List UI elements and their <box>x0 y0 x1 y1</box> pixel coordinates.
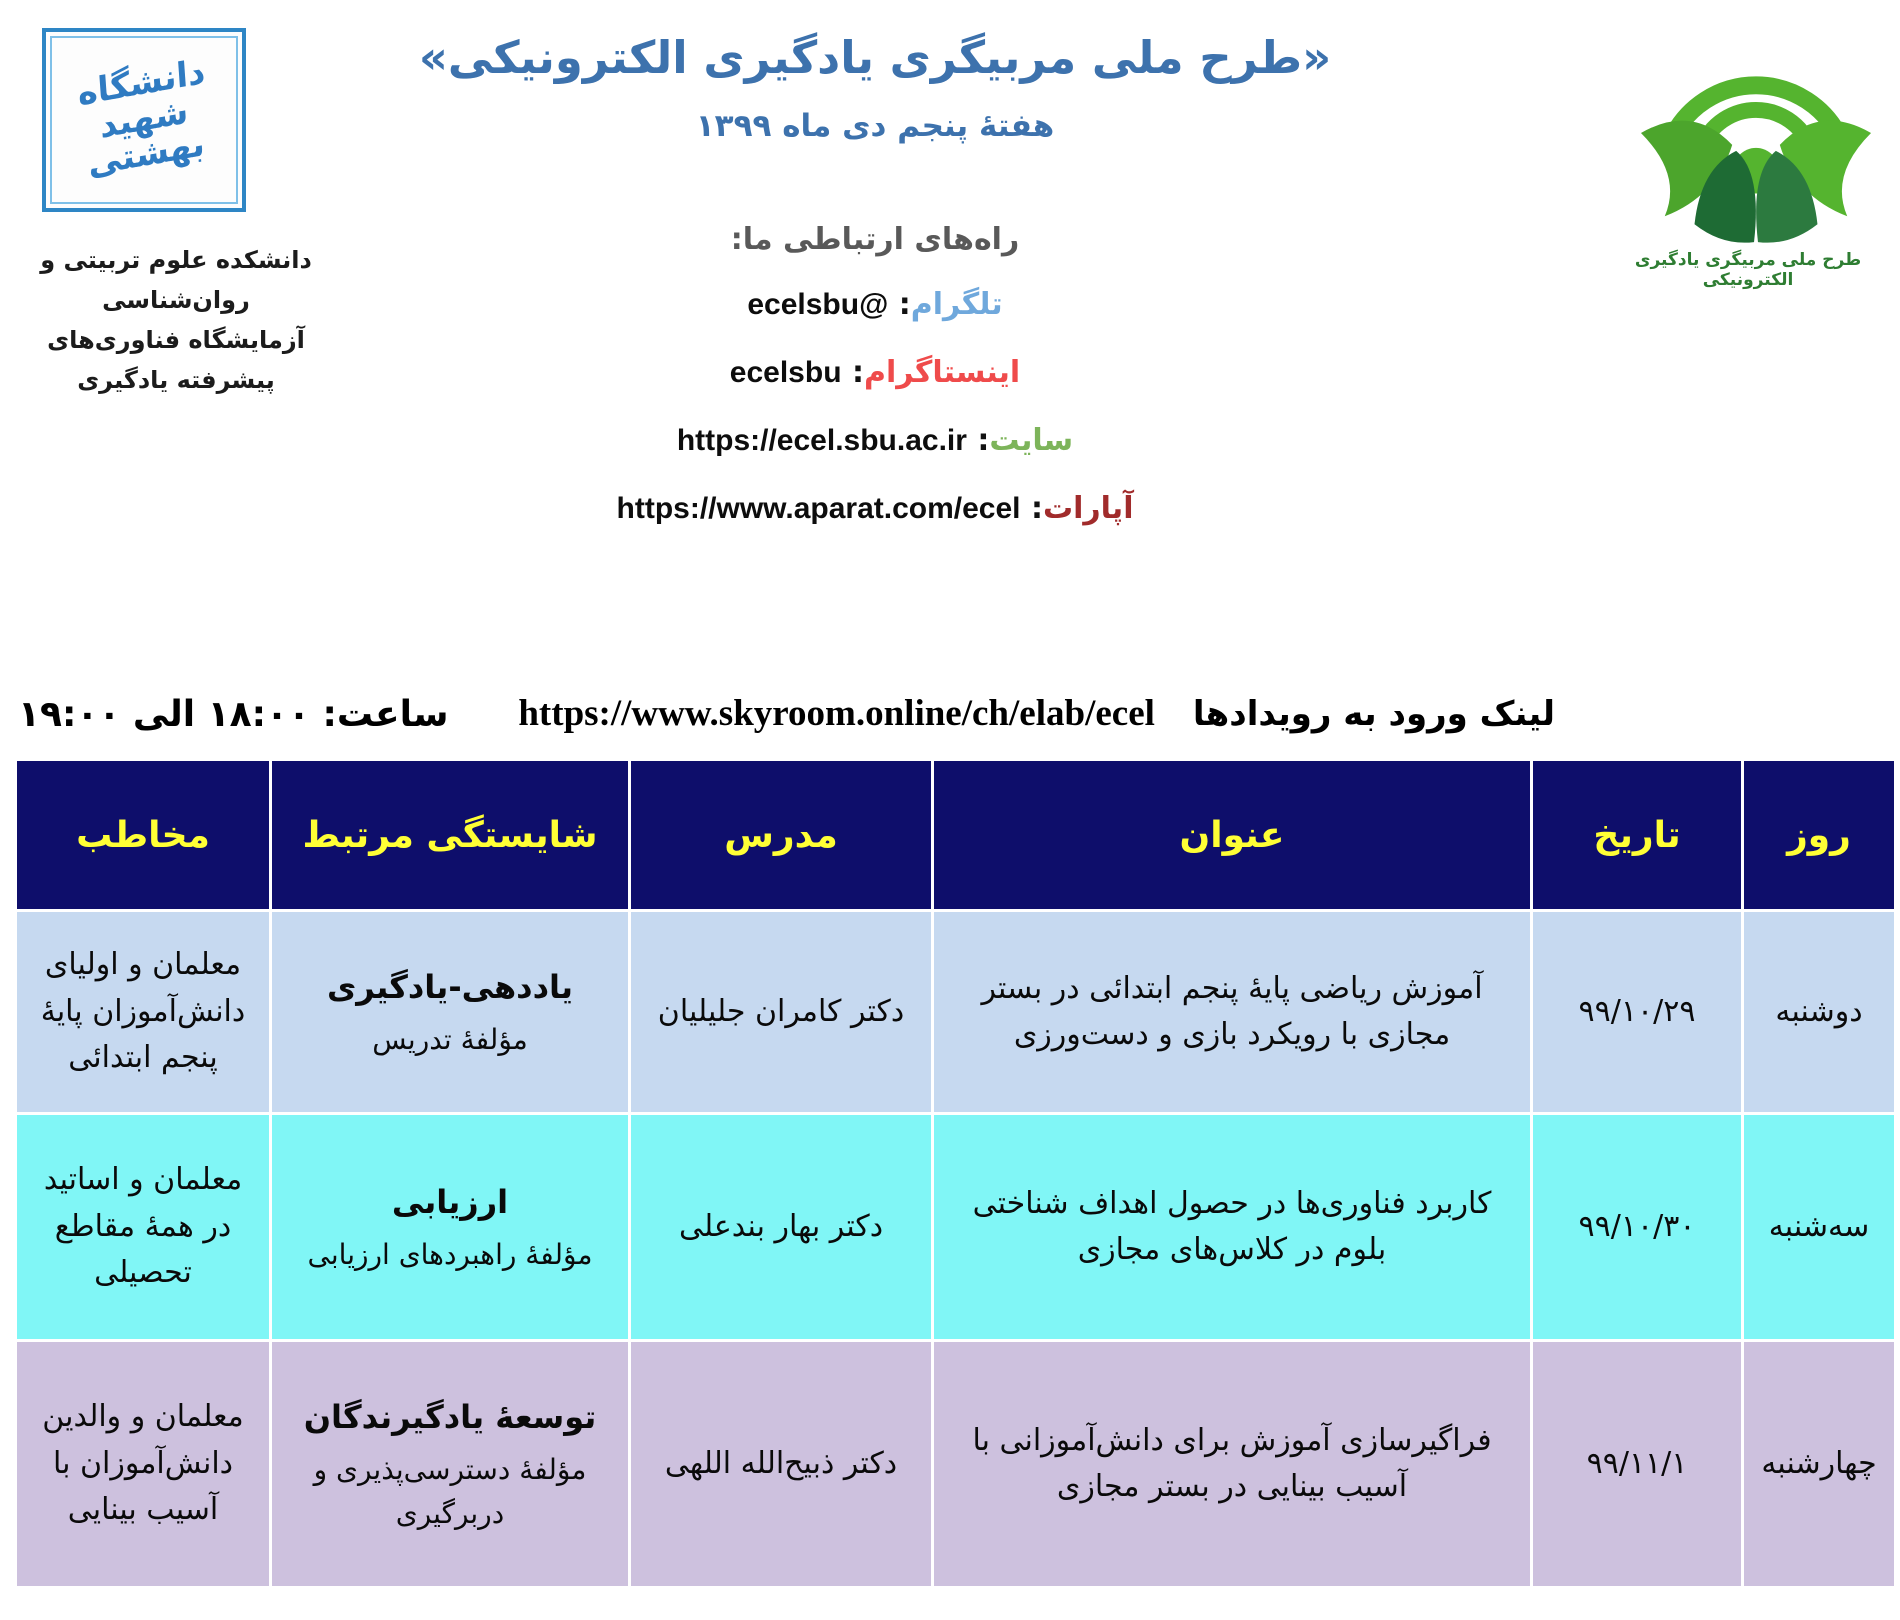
competency-main: توسعۀ یادگیرندگان <box>303 1397 597 1436</box>
contact-aparat: آپارات: https://www.aparat.com/ecel <box>616 491 1134 527</box>
faculty-caption <box>6 240 346 400</box>
cell-instructor: دکتر کامران جلیلیان <box>631 912 931 1112</box>
cell-instructor: دکتر ذبیح‌الله اللهی <box>631 1342 931 1586</box>
session-time: ساعت: ۱۸:۰۰ الی ۱۹:۰۰ <box>18 694 449 735</box>
center-column <box>300 30 1450 559</box>
header-title: عنوان <box>934 761 1530 909</box>
program-logo-icon <box>1632 12 1880 250</box>
cell-day: دوشنبه <box>1744 912 1894 1112</box>
contact-heading: راه‌های ارتباطی ما: <box>730 222 1020 258</box>
faculty-line: دانشکده علوم تربیتی و روان‌شناسی <box>40 246 312 314</box>
website-label: سایت <box>989 423 1074 459</box>
page-subtitle: هفتۀ پنجم دی ماه ۱۳۹۹ <box>695 108 1055 145</box>
header-date: تاریخ <box>1533 761 1741 909</box>
cell-competency <box>272 1115 628 1339</box>
competency-sub: مؤلفۀ تدریس <box>372 1023 528 1057</box>
header-audience: مخاطب <box>17 761 269 909</box>
header-competency: شایستگی مرتبط <box>272 761 628 909</box>
website-url[interactable]: https://ecel.sbu.ac.ir <box>676 424 967 458</box>
page-title: «طرح ملی مربیگری یادگیری الکترونیکی» <box>418 31 1332 84</box>
events-link-url[interactable]: https://www.skyroom.online/ch/elab/ecel <box>518 693 1155 734</box>
cell-competency <box>272 1342 628 1586</box>
contact-instagram: اینستاگرام: ecelsbu <box>729 355 1021 391</box>
program-logo-caption: طرح ملی مربیگری یادگیری الکترونیکی <box>1634 250 1862 290</box>
cell-date: ۹۹/۱۰/۳۰ <box>1533 1115 1741 1339</box>
cell-day: چهارشنبه <box>1744 1342 1894 1586</box>
contact-website: سایت: https://ecel.sbu.ac.ir <box>676 423 1074 459</box>
cell-audience: معلمان و والدین دانش‌آموزان با آسیب بینایی <box>17 1342 269 1586</box>
instagram-label: اینستاگرام <box>863 355 1021 391</box>
competency-sub: مؤلفۀ راهبردهای ارزیابی <box>307 1238 593 1272</box>
telegram-label: تلگرام <box>910 287 1003 323</box>
table-row <box>17 1342 1894 1586</box>
instagram-handle[interactable]: ecelsbu <box>729 356 842 390</box>
table-row <box>17 912 1894 1112</box>
competency-sub: مؤلفۀ دسترسی‌پذیری و دربرگیری <box>313 1453 587 1530</box>
cell-day: سه‌شنبه <box>1744 1115 1894 1339</box>
aparat-label: آپارات <box>1042 491 1134 527</box>
cell-title: فراگیرسازی آموزش برای دانش‌آموزانی با آسیب بینایی در بستر مجازی <box>934 1342 1530 1586</box>
university-logo-calligraphy: دانشگاه شهید بهشتی <box>76 52 207 186</box>
contact-block <box>300 222 1450 526</box>
cell-audience: معلمان و اساتید در همۀ مقاطع تحصیلی <box>17 1115 269 1339</box>
header-instructor: مدرس <box>631 761 931 909</box>
competency-main: ارزیابی <box>391 1182 509 1221</box>
telegram-handle[interactable]: @ecelsbu <box>747 288 889 322</box>
aparat-url[interactable]: https://www.aparat.com/ecel <box>616 492 1021 526</box>
events-link-label: لینک ورود به رویدادها <box>1192 694 1555 734</box>
cell-date: ۹۹/۱۱/۱ <box>1533 1342 1741 1586</box>
cell-title: آموزش ریاضی پایۀ پنجم ابتدائی در بستر مجازی با رویکرد بازی و دست‌ورزی <box>934 912 1530 1112</box>
table-row <box>17 1115 1894 1339</box>
cell-instructor: دکتر بهار بندعلی <box>631 1115 931 1339</box>
cell-date: ۹۹/۱۰/۲۹ <box>1533 912 1741 1112</box>
competency-main: یاددهی-یادگیری <box>326 967 574 1006</box>
university-logo <box>42 28 246 212</box>
cell-title: کاربرد فناوری‌ها در حصول اهداف شناختی بلوم در کلاس‌های مجازی <box>934 1115 1530 1339</box>
table-header-row <box>17 761 1894 909</box>
cell-audience: معلمان و اولیای دانش‌آموزان پایۀ پنجم ابتدائی <box>17 912 269 1112</box>
cell-competency <box>272 912 628 1112</box>
events-link-row <box>518 692 1555 735</box>
header-day: روز <box>1744 761 1894 909</box>
contact-telegram: تلگرام: @ecelsbu <box>747 287 1003 323</box>
lab-line: آزمایشگاه فناوری‌های پیشرفته یادگیری <box>47 326 305 394</box>
schedule-table <box>14 758 1897 1589</box>
